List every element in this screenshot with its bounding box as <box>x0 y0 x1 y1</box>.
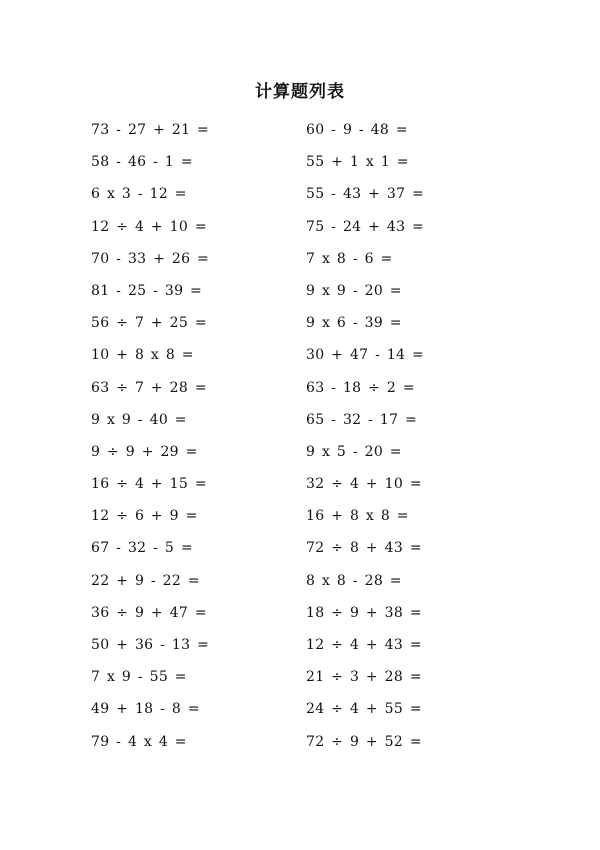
problem-row: 12 ÷ 4 + 43 = <box>306 637 422 653</box>
problem-row: 18 ÷ 9 + 38 = <box>306 604 422 621</box>
problem-row: 65 - 32 - 17 = <box>306 411 418 428</box>
problem-row: 58 - 46 - 1 = <box>91 154 193 171</box>
problem-row: 79 - 4 x 4 = <box>91 733 187 750</box>
problem-row: 7 x 8 - 6 = <box>306 250 393 267</box>
problem-row: 50 + 36 - 13 = <box>91 637 210 653</box>
problem-row: 9 x 9 - 40 = <box>91 411 187 428</box>
problem-row: 67 - 32 - 5 = <box>91 540 193 557</box>
problem-row: 72 ÷ 8 + 43 = <box>306 540 422 557</box>
problem-row: 16 ÷ 4 + 15 = <box>91 476 207 493</box>
problem-row: 55 + 1 x 1 = <box>306 154 409 171</box>
problem-row: 9 x 6 - 39 = <box>306 315 402 332</box>
problem-row: 30 + 47 - 14 = <box>306 347 425 364</box>
problem-row: 24 ÷ 4 + 55 = <box>306 701 422 718</box>
problem-row: 75 - 24 + 43 = <box>306 218 425 235</box>
problem-row: 22 + 9 - 22 = <box>91 572 200 589</box>
problem-row: 16 + 8 x 8 = <box>306 508 409 525</box>
problem-row: 12 ÷ 6 + 9 = <box>91 508 198 525</box>
problem-row: 9 ÷ 9 + 29 = <box>91 443 198 460</box>
problem-row: 63 ÷ 7 + 28 = <box>91 379 207 396</box>
problem-row: 9 x 9 - 20 = <box>306 282 402 299</box>
problem-row: 9 x 5 - 20 = <box>306 443 402 460</box>
problem-row: 73 - 27 + 21 = <box>91 122 210 138</box>
problem-row: 55 - 43 + 37 = <box>306 186 425 203</box>
problem-row: 12 ÷ 4 + 10 = <box>91 218 207 235</box>
right-problem-column <box>306 118 506 762</box>
problem-row: 36 ÷ 9 + 47 = <box>91 604 207 621</box>
problem-row: 63 - 18 ÷ 2 = <box>306 379 415 396</box>
problem-row: 56 ÷ 7 + 25 = <box>91 315 207 332</box>
problem-row: 32 ÷ 4 + 10 = <box>306 476 422 493</box>
problem-row: 21 ÷ 3 + 28 = <box>306 669 422 686</box>
problem-row: 72 ÷ 9 + 52 = <box>306 733 422 750</box>
problem-row: 49 + 18 - 8 = <box>91 701 200 718</box>
problem-row: 6 x 3 - 12 = <box>91 186 187 203</box>
problem-row: 81 - 25 - 39 = <box>91 282 203 299</box>
problem-row: 70 - 33 + 26 = <box>91 250 210 267</box>
problem-row: 10 + 8 x 8 = <box>91 347 194 364</box>
problem-row: 7 x 9 - 55 = <box>91 669 187 686</box>
problem-row: 60 - 9 - 48 = <box>306 122 408 138</box>
problem-row: 8 x 8 - 28 = <box>306 572 402 589</box>
left-problem-column <box>91 118 291 762</box>
page-title: 计算题列表 <box>255 82 345 102</box>
